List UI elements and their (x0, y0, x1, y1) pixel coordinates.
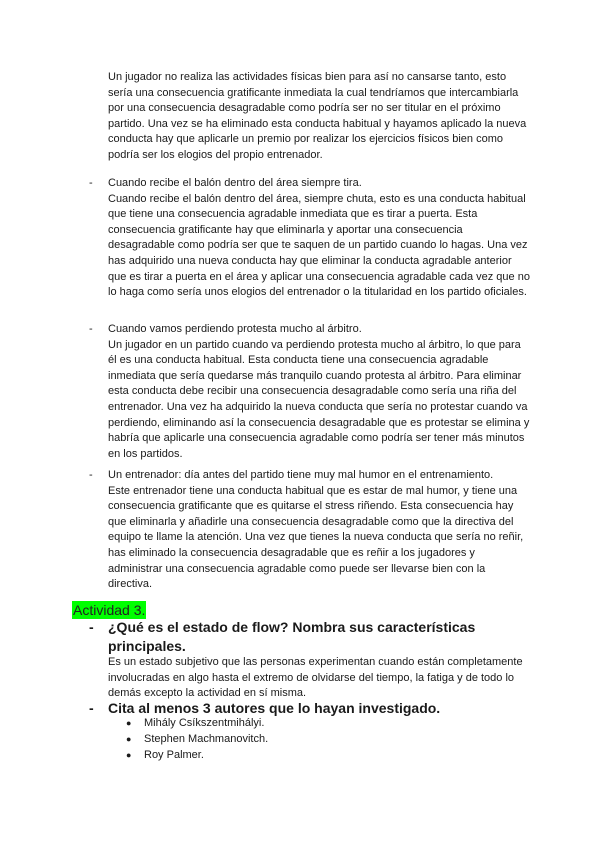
answer-1: Es un estado subjetivo que las personas experimentan cuando están completamente involucradas en algo hasta el extremo de olvidarse del tiempo, la fatiga y de todo lo demás excepto la actividad en sí misma. (108, 656, 523, 700)
authors-list (126, 716, 268, 763)
list-item (126, 716, 268, 732)
activity-heading: Actividad 3. (73, 602, 146, 618)
question-dash: - (89, 619, 94, 635)
item-3-title: Un entrenador: día antes del partido tiene muy mal humor en el entrenamiento. (108, 469, 494, 481)
question-dash: - (89, 700, 94, 716)
item-2-body: Un jugador en un partido cuando va perdiendo protesta mucho al árbitro, lo que para él es una conducta habitual. Esta conducta tiene una consecuencia agradable inmediata que sería quedarse más tranquilo cuando protesta al árbitro. Para eliminar esta conducta debe recibir una consecuencia desagradable como sería una riña del entrenador. Una vez ha adquirido la nueva conducta que sería no protestar cuando va perdiendo, eliminando así la consecuencia desagradable que es protestar se elimina y habría que aplicarle una consecuencia agradable como podría ser tener más minutos en los partidos. (108, 338, 530, 460)
bullet-icon: ● (126, 718, 132, 728)
bullet-icon: ● (126, 733, 132, 744)
question-1: ¿Qué es el estado de flow? Nombra sus características principales. (108, 619, 476, 654)
author-name: Roy Palmer. (144, 748, 204, 761)
list-dash: - (89, 323, 93, 335)
author-name: Mihály Csíkszentmihályi. (144, 717, 265, 729)
list-dash: - (89, 177, 93, 189)
list-item (126, 732, 268, 748)
list-dash: - (89, 469, 93, 481)
item-3-body: Este entrenador tiene una conducta habitual que es estar de mal humor, y tiene una consecuencia gratificante que es quitarse el stress riñendo. Esta consecuencia hay que eliminarla y añadirle una consecuencia desagradable como que la directiva del equipo te llame la atención. Una vez que tienes la nueva conducta que sería no reñir, has eliminado la consecuencia desagradable que es reñir a los jugadores y administrar una consecuencia agradable como puede ser llevarse bien con la directiva. (108, 484, 524, 591)
list-item (126, 748, 268, 764)
author-name: Stephen Machmanovitch. (144, 732, 269, 745)
question-2: Cita al menos 3 autores que lo hayan investigado. (108, 700, 441, 716)
item-1-body: Cuando recibe el balón dentro del área, siempre chuta, esto es una conducta habitual que tiene una consecuencia agradable inmediata que es tirar a puerta. Esta consecuencia gratificante hay que eliminarla y aportar una consecuencia desagradable como podría ser que te saquen de un partido cuando lo hagas. Una vez has adquirido una nueva conducta hay que eliminar la conducta agradable anterior que es tirar a puerta en el área y aplicar una consecuencia agradable cada vez que no lo haga como sería unos elogios del entrenador o la titularidad en los partido oficiales. (108, 192, 530, 299)
item-2-title: Cuando vamos perdiendo protesta mucho al árbitro. (108, 323, 362, 335)
bullet-icon: ● (126, 749, 132, 760)
item-1-title: Cuando recibe el balón dentro del área siempre tira. (108, 177, 362, 189)
intro-paragraph: Un jugador no realiza las actividades físicas bien para así no cansarse tanto, esto sería una consecuencia gratificante inmediata la cual tendríamos que intercambiarla por una consecuencia desagradable como podría ser no ser titular en el próximo partido. Una vez se ha eliminado esta conducta habitual y hayamos aplicado la nueva conducta hay que aplicarle un premio por realizar los ejercicios físicos bien como podría ser los elogios del propio entrenador. (108, 71, 527, 161)
